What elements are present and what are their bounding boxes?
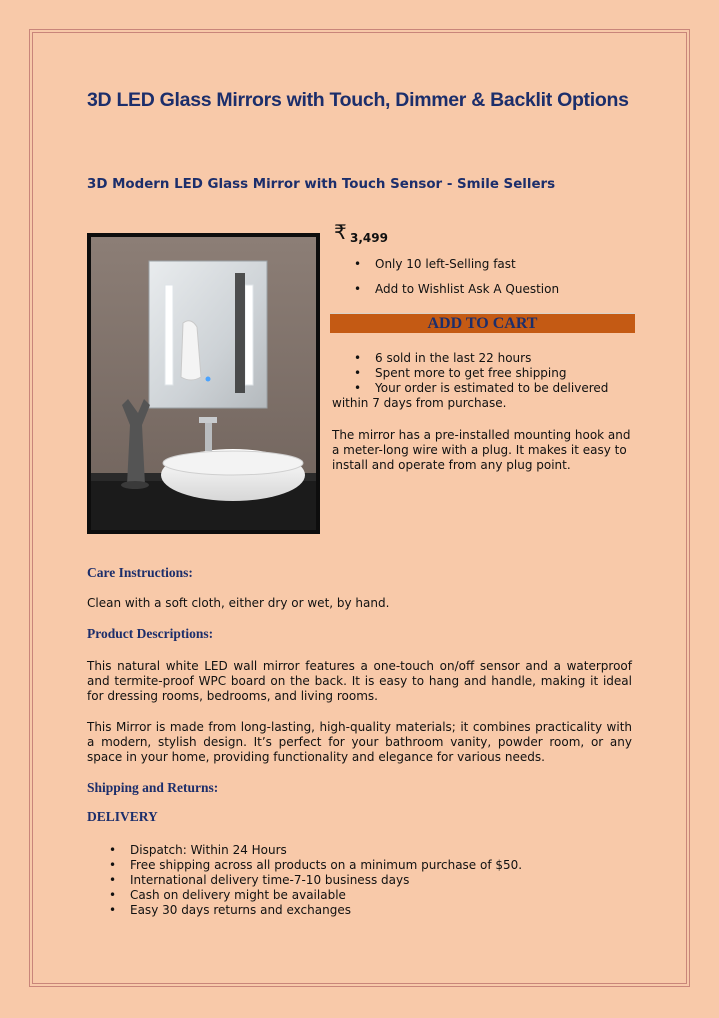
rupee-icon: ₹ (334, 220, 347, 244)
product-image-led-mirror (87, 233, 320, 534)
page-title: 3D LED Glass Mirrors with Touch, Dimmer & Backlit Options (87, 89, 629, 111)
list-item: • Cash on delivery might be available (107, 888, 522, 903)
product-price: 3,499 (350, 231, 388, 245)
delivery-subheading: DELIVERY (87, 809, 158, 824)
care-text: Clean with a soft cloth, either dry or wet, by hand. (87, 596, 390, 610)
add-to-cart-button[interactable]: ADD TO CART (330, 313, 635, 333)
care-heading: Care Instructions: (87, 565, 193, 580)
wishlist-question-links[interactable]: • Add to Wishlist Ask A Question (332, 282, 559, 307)
product-title: 3D Modern LED Glass Mirror with Touch Sensor - Smile Sellers (87, 177, 556, 192)
delivery-list (107, 843, 522, 918)
description-paragraph: This Mirror is made from long-lasting, high-quality materials; it combines practicality with a modern, stylish design. It’s perfect for your bathroom vanity, powder room, or any space in your home, providing functionality and elegance for various needs. (87, 720, 632, 764)
list-item: • 6 sold in the last 22 hours (332, 351, 632, 366)
sales-info-list (332, 351, 632, 411)
list-item: • Spent more to get free shipping (332, 366, 632, 381)
installation-text: The mirror has a pre-installed mounting hook and a meter-long wire with a plug. It makes it easy to install and operate from any plug point. (332, 428, 631, 472)
list-item: • Dispatch: Within 24 Hours (107, 843, 522, 858)
list-item: • International delivery time-7-10 business days (107, 873, 522, 888)
list-item: • Your order is estimated to be delivered within 7 days from purchase. (332, 381, 632, 411)
list-item: • Easy 30 days returns and exchanges (107, 903, 522, 918)
shipping-heading: Shipping and Returns: (87, 780, 219, 795)
stock-info-list (332, 257, 559, 307)
list-item: • Free shipping across all products on a minimum purchase of $50. (107, 858, 522, 873)
descriptions-heading: Product Descriptions: (87, 626, 214, 641)
list-item: • Only 10 left-Selling fast (332, 257, 559, 282)
description-paragraph: This natural white LED wall mirror features a one-touch on/off sensor and a waterproof and termite-proof WPC board on the back. It is easy to hang and handle, making it ideal for dressing rooms, bedrooms, and living rooms. (87, 659, 632, 703)
